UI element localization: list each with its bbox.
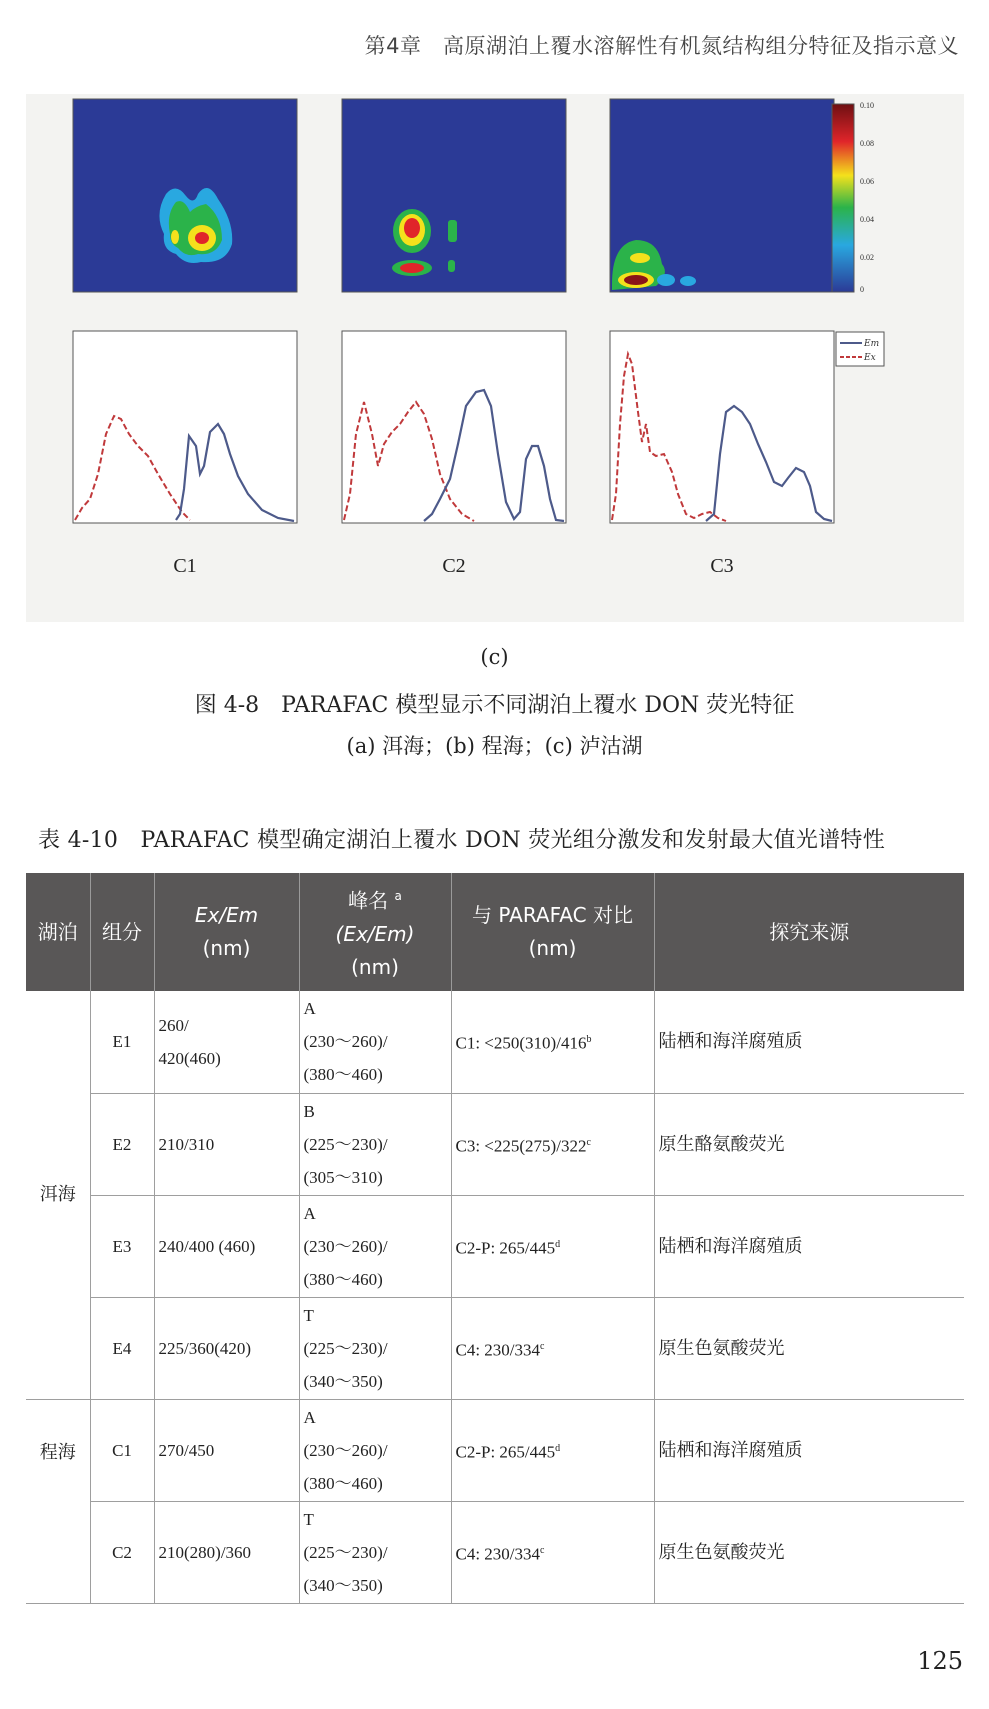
- parafac-table: [26, 873, 964, 1604]
- peak-cell: [299, 1297, 451, 1399]
- figure-caption: 图 4-8 PARAFAC 模型显示不同湖泊上覆水 DON 荧光特征: [194, 693, 795, 718]
- peak-ex: (230～260)/: [303, 1032, 388, 1052]
- header-compare-line1: 与 PARAFAC 对比: [472, 903, 633, 927]
- compare-sup: c: [540, 1340, 545, 1352]
- peak-ex: (230～260)/: [303, 1440, 388, 1460]
- peak-ex: (225～230)/: [303, 1134, 388, 1154]
- component-cell: C1: [90, 1399, 154, 1501]
- table-row: [26, 1297, 964, 1399]
- compare-cell: [451, 1195, 654, 1297]
- table-caption: 表 4-10 PARAFAC 模型确定湖泊上覆水 DON 荧光组分激发和发射最大值光谱特性: [38, 828, 886, 853]
- header-peak: [299, 873, 451, 991]
- header-compare-line2: (nm): [528, 936, 577, 960]
- header-peak-line1: 峰名: [348, 888, 389, 913]
- header-peak-line2: (Ex/Em): [335, 921, 415, 946]
- header-lake: 湖泊: [26, 873, 90, 991]
- spectra-c2: [342, 331, 566, 523]
- colorbar-tick: 0.04: [860, 215, 874, 224]
- header-exem: [154, 873, 299, 991]
- header-compare: [451, 873, 654, 991]
- component-label-c2: C2: [442, 555, 466, 577]
- header-exem-line1: Ex/Em: [194, 903, 259, 927]
- exem-line1: 210(280)/360: [158, 1542, 252, 1562]
- peak-em: (305～310): [303, 1167, 383, 1187]
- source-cell: 陆栖和海洋腐殖质: [654, 1399, 964, 1501]
- exem-line2: 420(460): [158, 1048, 221, 1068]
- compare-cell: [451, 1399, 654, 1501]
- header-exem-line2: (nm): [202, 936, 251, 960]
- source-cell: 原生酪氨酸荧光: [654, 1093, 964, 1195]
- colorbar-ticks: [860, 101, 874, 294]
- exem-line1: 225/360(420): [158, 1338, 252, 1358]
- compare-value: C3: <225(275)/322: [455, 1136, 587, 1156]
- source-cell: 原生色氨酸荧光: [654, 1501, 964, 1603]
- spectra-c3: [610, 331, 834, 523]
- compare-value: C1: <250(310)/416: [455, 1034, 587, 1054]
- compare-cell: [451, 1297, 654, 1399]
- exem-cell: [154, 1297, 299, 1399]
- table-row: [26, 991, 964, 1093]
- compare-value: C4: 230/334: [455, 1340, 541, 1360]
- table-row: [26, 1195, 964, 1297]
- exem-line1: 240/400 (460): [158, 1236, 256, 1256]
- peak-name: A: [303, 1407, 316, 1427]
- colorbar-tick: 0: [860, 285, 864, 294]
- peak-name: A: [303, 1203, 316, 1223]
- peak-cell: [299, 1501, 451, 1603]
- colorbar-tick: 0.08: [860, 139, 874, 148]
- source-cell: 陆栖和海洋腐殖质: [654, 1195, 964, 1297]
- colorbar-tick: 0.06: [860, 177, 874, 186]
- figure-parafac-components: [26, 94, 964, 622]
- peak-name: T: [303, 1509, 314, 1529]
- peak-em: (340～350): [303, 1371, 383, 1391]
- peak-ex: (225～230)/: [303, 1338, 388, 1358]
- lake-cell-erhai: 洱海: [26, 991, 90, 1399]
- figure-graphic: [26, 94, 964, 622]
- source-cell: 原生色氨酸荧光: [654, 1297, 964, 1399]
- header-component: 组分: [90, 873, 154, 991]
- compare-sup: c: [586, 1136, 591, 1148]
- peak-name: T: [303, 1305, 314, 1325]
- running-head: 第4章 高原湖泊上覆水溶解性有机氮结构组分特征及指示意义: [364, 34, 959, 58]
- component-cell: E3: [90, 1195, 154, 1297]
- page-number: 125: [917, 1647, 963, 1675]
- peak-cell: [299, 1195, 451, 1297]
- source-cell: 陆栖和海洋腐殖质: [654, 991, 964, 1093]
- legend-em-label: Em: [864, 339, 880, 349]
- peak-em: (380～460): [303, 1473, 383, 1493]
- exem-cell: [154, 1093, 299, 1195]
- peak-em: (380～460): [303, 1065, 383, 1085]
- compare-sup: d: [555, 1238, 561, 1250]
- compare-cell: [451, 1501, 654, 1603]
- compare-value: C2-P: 265/445: [455, 1442, 556, 1462]
- peak-ex: (230～260)/: [303, 1236, 388, 1256]
- peak-ex: (225～230)/: [303, 1542, 388, 1562]
- compare-cell: [451, 991, 654, 1093]
- exem-cell: [154, 1399, 299, 1501]
- colorbar: [832, 104, 854, 292]
- compare-sup: b: [586, 1034, 592, 1046]
- legend-ex-label: Ex: [864, 353, 876, 363]
- table-header-row: [26, 873, 964, 991]
- eem-map-c1: [73, 99, 297, 292]
- peak-name: A: [303, 999, 316, 1019]
- exem-cell: [154, 1195, 299, 1297]
- figure-subcaption: (a) 洱海；(b) 程海；(c) 泸沽湖: [346, 734, 643, 758]
- compare-value: C4: 230/334: [455, 1544, 541, 1564]
- exem-line1: 270/450: [158, 1440, 215, 1460]
- peak-cell: [299, 1399, 451, 1501]
- lake-cell-chenghai: 程海: [26, 1399, 90, 1603]
- table-row: [26, 1093, 964, 1195]
- compare-value: C2-P: 265/445: [455, 1238, 556, 1258]
- exem-line1: 260/: [158, 1015, 189, 1035]
- spectra-c1: [73, 331, 297, 523]
- compare-cell: [451, 1093, 654, 1195]
- header-peak-line3: (nm): [351, 954, 399, 979]
- peak-em: (380～460): [303, 1269, 383, 1289]
- header-peak-sup: a: [394, 889, 402, 904]
- peak-cell: [299, 991, 451, 1093]
- peak-em: (340～350): [303, 1575, 383, 1595]
- component-cell: E2: [90, 1093, 154, 1195]
- compare-sup: d: [555, 1442, 561, 1454]
- component-label-c1: C1: [173, 555, 197, 577]
- component-cell: E4: [90, 1297, 154, 1399]
- peak-cell: [299, 1093, 451, 1195]
- panel-letter: (c): [480, 645, 509, 669]
- component-cell: C2: [90, 1501, 154, 1603]
- peak-name: B: [303, 1101, 315, 1121]
- eem-map-c3: [610, 99, 834, 292]
- header-source: 探究来源: [654, 873, 964, 991]
- exem-line1: 210/310: [158, 1134, 215, 1154]
- exem-cell: [154, 1501, 299, 1603]
- exem-cell: [154, 991, 299, 1093]
- component-cell: E1: [90, 991, 154, 1093]
- eem-map-c2: [342, 99, 566, 292]
- colorbar-tick: 0.10: [860, 101, 874, 110]
- table-row: [26, 1399, 964, 1501]
- component-label-c3: C3: [710, 555, 734, 577]
- compare-sup: c: [540, 1544, 545, 1556]
- table-row: [26, 1501, 964, 1603]
- colorbar-tick: 0.02: [860, 253, 874, 262]
- spectra-legend: [836, 332, 884, 366]
